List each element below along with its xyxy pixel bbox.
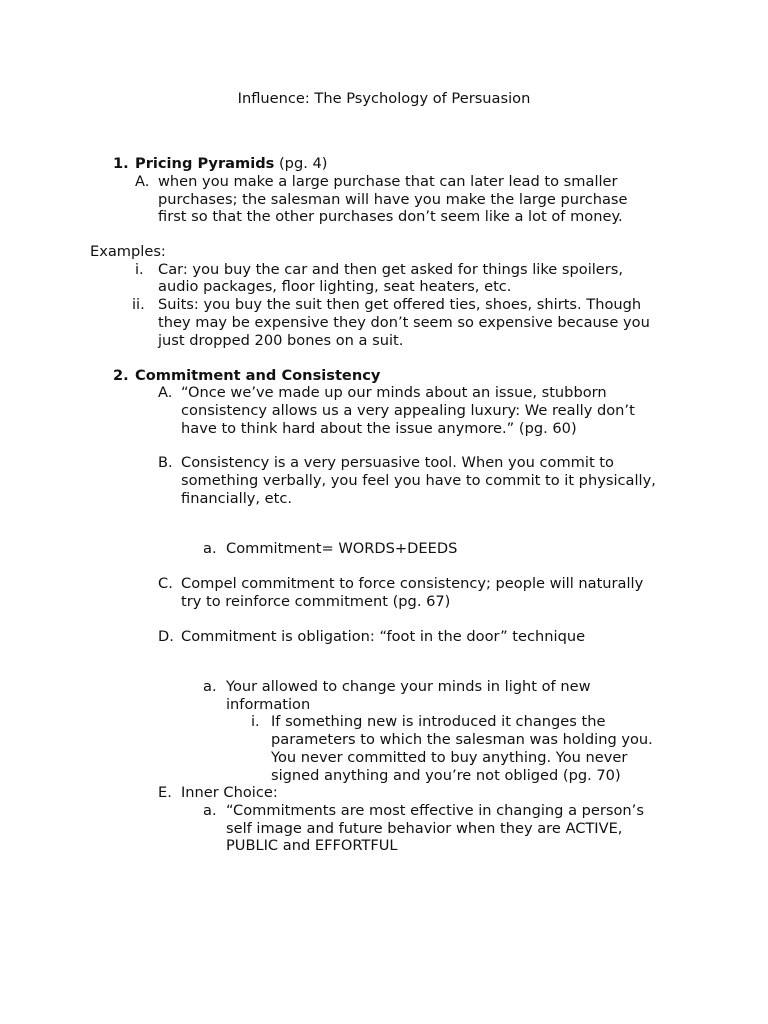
section-2-item-e-sub-a-marker: a.	[203, 802, 217, 819]
section-2-item-b-line: financially, etc.	[181, 490, 293, 507]
section-2-item-e-sub-a-line: self image and future behavior when they are ACTIVE,	[226, 820, 623, 837]
section-2-item-d-sub-a-line: Your allowed to change your minds in light of new	[226, 678, 591, 695]
example-ii-line: they may be expensive they don’t seem so expensive because you	[158, 314, 650, 331]
example-i-line: Car: you buy the car and then get asked for things like spoilers,	[158, 261, 624, 278]
section-2-item-e-text: Inner Choice:	[181, 784, 278, 801]
example-i-marker: i.	[135, 261, 144, 278]
section-1-heading-line	[135, 155, 327, 173]
example-i-line: audio packages, floor lighting, seat heaters, etc.	[158, 278, 512, 295]
section-2-item-d-sub-i-line: signed anything and you’re not obliged (pg. 70)	[271, 767, 621, 784]
section-2-item-d-sub-i-marker: i.	[251, 713, 260, 730]
section-2-item-e-marker: E.	[158, 784, 172, 801]
section-2-heading: Commitment and Consistency	[135, 367, 381, 384]
section-2-item-c-line: try to reinforce commitment (pg. 67)	[181, 593, 451, 610]
section-2-item-b-sub-a-text: Commitment= WORDS+DEEDS	[226, 540, 458, 557]
examples-label: Examples:	[90, 243, 166, 260]
section-2-item-b-line: something verbally, you feel you have to commit to it physically,	[181, 472, 656, 489]
section-1-item-a-marker: A.	[135, 173, 150, 190]
section-2-item-e-sub-a-line: PUBLIC and EFFORTFUL	[226, 837, 398, 854]
section-2-item-c-line: Compel commitment to force consistency; people will naturally	[181, 575, 644, 592]
section-2-number: 2.	[113, 367, 129, 384]
example-ii-line: Suits: you buy the suit then get offered ties, shoes, shirts. Though	[158, 296, 642, 313]
section-2-item-d-marker: D.	[158, 628, 174, 645]
section-2-item-d-line: Commitment is obligation: “foot in the door” technique	[181, 628, 586, 645]
section-2-item-d-sub-a-line: information	[226, 696, 311, 713]
section-1-heading: Pricing Pyramids	[135, 155, 275, 172]
section-2-item-a-marker: A.	[158, 384, 173, 401]
section-2-item-c-marker: C.	[158, 575, 173, 592]
section-2-item-a-line: “Once we’ve made up our minds about an issue, stubborn	[181, 384, 607, 401]
section-1-item-a-line: when you make a large purchase that can later lead to smaller	[158, 173, 618, 190]
section-2-item-b-sub-a-marker: a.	[203, 540, 217, 557]
document-title: Influence: The Psychology of Persuasion	[237, 90, 531, 107]
section-1-item-a-line: first so that the other purchases don’t seem like a lot of money.	[158, 208, 623, 225]
section-2-item-a-line: consistency allows us a very appealing luxury: We really don’t	[181, 402, 635, 419]
section-1-page-ref: (pg. 4)	[274, 155, 328, 172]
section-2-item-b-line: Consistency is a very persuasive tool. When you commit to	[181, 454, 614, 471]
section-2-item-b-marker: B.	[158, 454, 173, 471]
example-ii-line: just dropped 200 bones on a suit.	[158, 332, 404, 349]
section-2-item-e-sub-a-line: “Commitments are most effective in changing a person’s	[226, 802, 644, 819]
section-2-item-a-line: have to think hard about the issue anymore.” (pg. 60)	[181, 420, 577, 437]
section-2-item-d-sub-i-line: If something new is introduced it changes the	[271, 713, 606, 730]
section-2-item-d-sub-a-marker: a.	[203, 678, 217, 695]
section-1-number: 1.	[113, 155, 129, 172]
section-1-item-a-line: purchases; the salesman will have you make the large purchase	[158, 191, 628, 208]
section-2-item-d-sub-i-line: parameters to which the salesman was holding you.	[271, 731, 653, 748]
section-2-item-d-sub-i-line: You never committed to buy anything. You never	[271, 749, 628, 766]
example-ii-marker: ii.	[132, 296, 145, 313]
